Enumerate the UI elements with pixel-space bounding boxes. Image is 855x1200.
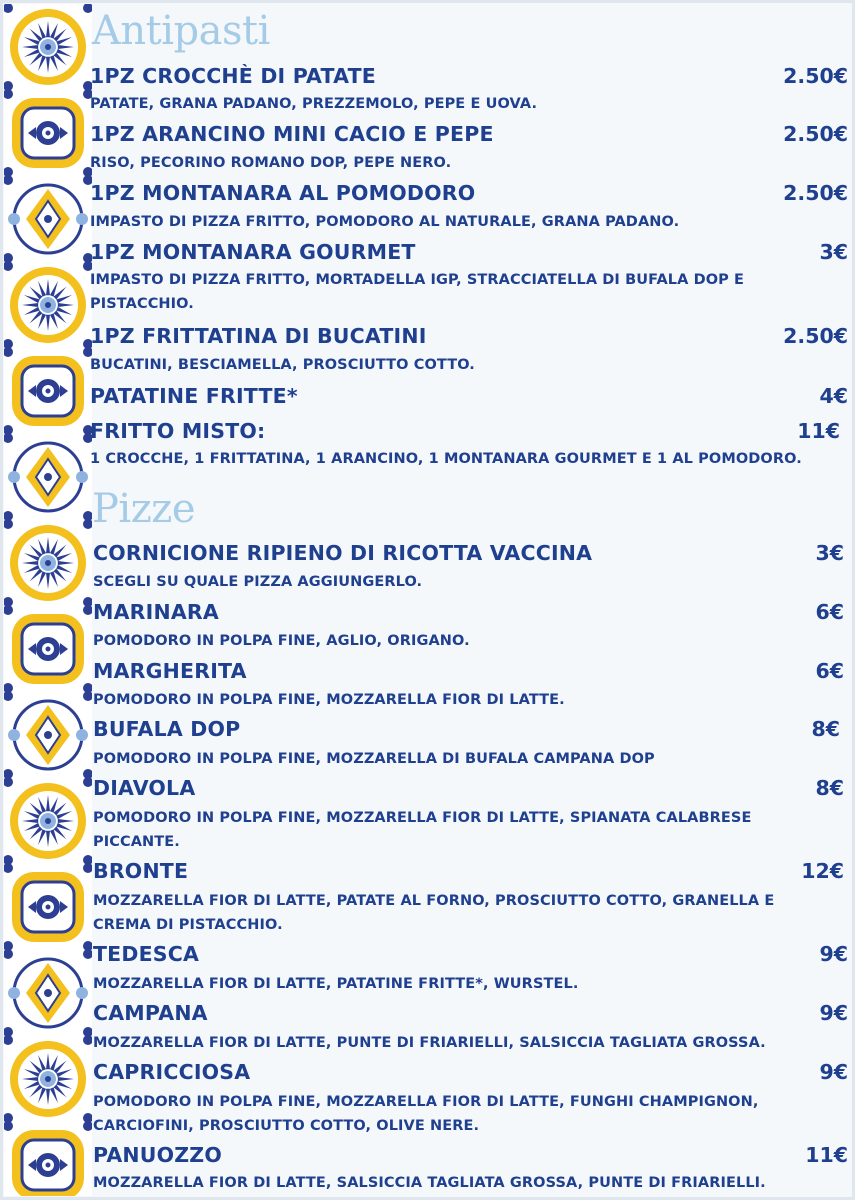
majolica-tile-border bbox=[4, 4, 92, 1196]
menu-item-price: 3€ bbox=[815, 541, 844, 565]
tile-pattern-graphic bbox=[4, 4, 92, 1196]
menu-item-price: 2.50€ bbox=[783, 64, 848, 88]
menu-item-name: CAMPANA bbox=[93, 1001, 208, 1025]
section-title-pizze: Pizze bbox=[92, 486, 196, 532]
menu-item-price: 6€ bbox=[815, 600, 844, 624]
menu-item-name: CAPRICCIOSA bbox=[93, 1060, 251, 1084]
menu-item-name: 1PZ FRITTATINA DI BUCATINI bbox=[90, 324, 427, 348]
menu-item-name: 1PZ MONTANARA GOURMET bbox=[90, 240, 416, 264]
section-title-antipasti: Antipasti bbox=[92, 8, 270, 54]
menu-item-price: 2.50€ bbox=[783, 181, 848, 205]
menu-item-description: 1 CROCCHE, 1 FRITTATINA, 1 ARANCINO, 1 MONTANARA GOURMET E 1 AL POMODORO. bbox=[90, 451, 802, 467]
menu-item-name: BRONTE bbox=[93, 859, 189, 883]
menu-item-name: BUFALA DOP bbox=[93, 717, 241, 741]
menu-item-name: 1PZ ARANCINO MINI CACIO E PEPE bbox=[90, 122, 494, 146]
menu-item-description: MOZZARELLA FIOR DI LATTE, PATATINE FRITTE*, WURSTEL. bbox=[93, 976, 579, 992]
menu-item-price: 3€ bbox=[819, 240, 848, 264]
menu-item-description: POMODORO IN POLPA FINE, MOZZARELLA FIOR DI LATTE. bbox=[93, 692, 565, 708]
menu-item-price: 8€ bbox=[811, 717, 840, 741]
menu-item-name: CORNICIONE RIPIENO DI RICOTTA VACCINA bbox=[93, 541, 593, 565]
menu-item-name: 1PZ CROCCHÈ DI PATATE bbox=[90, 64, 376, 88]
menu-item-description: MOZZARELLA FIOR DI LATTE, PUNTE DI FRIARIELLI, SALSICCIA TAGLIATA GROSSA. bbox=[93, 1035, 766, 1051]
menu-item-price: 2.50€ bbox=[783, 122, 848, 146]
menu-item-price: 9€ bbox=[819, 1001, 848, 1025]
menu-item-price: 8€ bbox=[815, 776, 844, 800]
menu-item-description: POMODORO IN POLPA FINE, AGLIO, ORIGANO. bbox=[93, 633, 470, 649]
menu-item-name: PANUOZZO bbox=[93, 1143, 222, 1167]
menu-item-price: 2.50€ bbox=[783, 324, 848, 348]
menu-item-price: 9€ bbox=[819, 942, 848, 966]
menu-item-price: 9€ bbox=[819, 1060, 848, 1084]
menu-item-description: BUCATINI, BESCIAMELLA, PROSCIUTTO COTTO. bbox=[90, 357, 475, 373]
menu-item-name: FRITTO MISTO: bbox=[90, 419, 266, 443]
menu-item-description: PATATE, GRANA PADANO, PREZZEMOLO, PEPE E UOVA. bbox=[90, 96, 538, 112]
menu-item-description: MOZZARELLA FIOR DI LATTE, PATATE AL FORNO, PROSCIUTTO COTTO, GRANELLA E CREMA DI PISTACCHIO. bbox=[93, 893, 775, 933]
menu-item-description: IMPASTO DI PIZZA FRITTO, POMODORO AL NATURALE, GRANA PADANO. bbox=[90, 214, 680, 230]
menu-item-price: 11€ bbox=[805, 1143, 848, 1167]
menu-item-price: 4€ bbox=[819, 384, 848, 408]
menu-item-name: MARGHERITA bbox=[93, 659, 247, 683]
menu-item-price: 11€ bbox=[797, 419, 840, 443]
menu-item-description: POMODORO IN POLPA FINE, MOZZARELLA FIOR DI LATTE, FUNGHI CHAMPIGNON, CARCIOFINI, PROSCIUTTO COTTO, OLIVE NERE. bbox=[93, 1094, 759, 1134]
menu-item-price: 12€ bbox=[801, 859, 844, 883]
menu-item-price: 6€ bbox=[815, 659, 844, 683]
menu-item-description: POMODORO IN POLPA FINE, MOZZARELLA FIOR DI LATTE, SPIANATA CALABRESE PICCANTE. bbox=[93, 810, 752, 850]
menu-item-name: 1PZ MONTANARA AL POMODORO bbox=[90, 181, 476, 205]
menu-item-description: MOZZARELLA FIOR DI LATTE, SALSICCIA TAGLIATA GROSSA, PUNTE DI FRIARIELLI. bbox=[93, 1175, 766, 1191]
menu-item-description: RISO, PECORINO ROMANO DOP, PEPE NERO. bbox=[90, 155, 452, 171]
menu-item-name: PATATINE FRITTE* bbox=[90, 384, 298, 408]
menu-item-description: SCEGLI SU QUALE PIZZA AGGIUNGERLO. bbox=[93, 574, 423, 590]
menu-item-name: MARINARA bbox=[93, 600, 219, 624]
menu-item-name: TEDESCA bbox=[93, 942, 200, 966]
menu-item-description: IMPASTO DI PIZZA FRITTO, MORTADELLA IGP, STRACCIATELLA DI BUFALA DOP E PISTACCHIO. bbox=[90, 272, 745, 312]
menu-item-description: POMODORO IN POLPA FINE, MOZZARELLA DI BUFALA CAMPANA DOP bbox=[93, 751, 655, 767]
menu-item-name: DIAVOLA bbox=[93, 776, 196, 800]
